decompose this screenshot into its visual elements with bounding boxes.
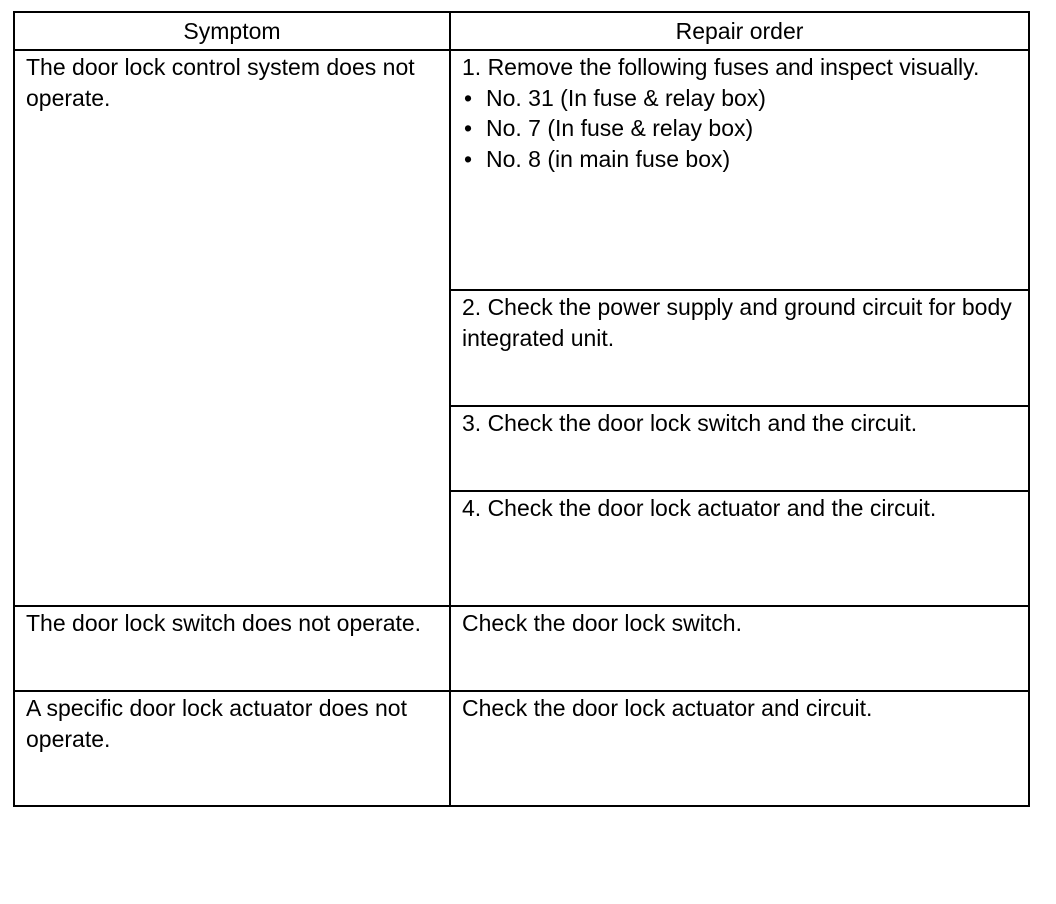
symptom-cell: A specific door lock actuator does not operate.: [14, 691, 450, 806]
list-item: [462, 83, 1018, 114]
bullet-icon: •: [464, 145, 473, 172]
list-item: [462, 144, 1018, 175]
header-symptom: Symptom: [14, 12, 450, 50]
symptom-cell: The door lock switch does not operate.: [14, 606, 450, 691]
fuse-list: [462, 83, 1018, 175]
repair-step-cell: [450, 50, 1029, 290]
bullet-icon: •: [464, 115, 473, 141]
list-item: [462, 113, 1018, 144]
fuse-label: No. 7 (In fuse & relay box): [486, 115, 754, 141]
bullet-icon: •: [464, 84, 473, 111]
header-row: [14, 12, 1029, 50]
repair-order-table: [13, 11, 1030, 807]
repair-step-cell: 4. Check the door lock actuator and the circuit.: [450, 491, 1029, 606]
repair-step-text: 1. Remove the following fuses and inspect visually.: [462, 54, 980, 80]
fuse-label: No. 8 (in main fuse box): [486, 145, 731, 172]
repair-step-cell: 3. Check the door lock switch and the circuit.: [450, 406, 1029, 491]
fuse-label: No. 31 (In fuse & relay box): [486, 84, 766, 111]
symptom-cell: The door lock control system does not operate.: [14, 50, 450, 606]
repair-step-cell: Check the door lock switch.: [450, 606, 1029, 691]
repair-step-cell: Check the door lock actuator and circuit.: [450, 691, 1029, 806]
repair-step-cell: 2. Check the power supply and ground circuit for body integrated unit.: [450, 290, 1029, 406]
table-row: [14, 606, 1029, 691]
table-row: [14, 691, 1029, 806]
header-repair-order: Repair order: [450, 12, 1029, 50]
table-row: [14, 50, 1029, 290]
